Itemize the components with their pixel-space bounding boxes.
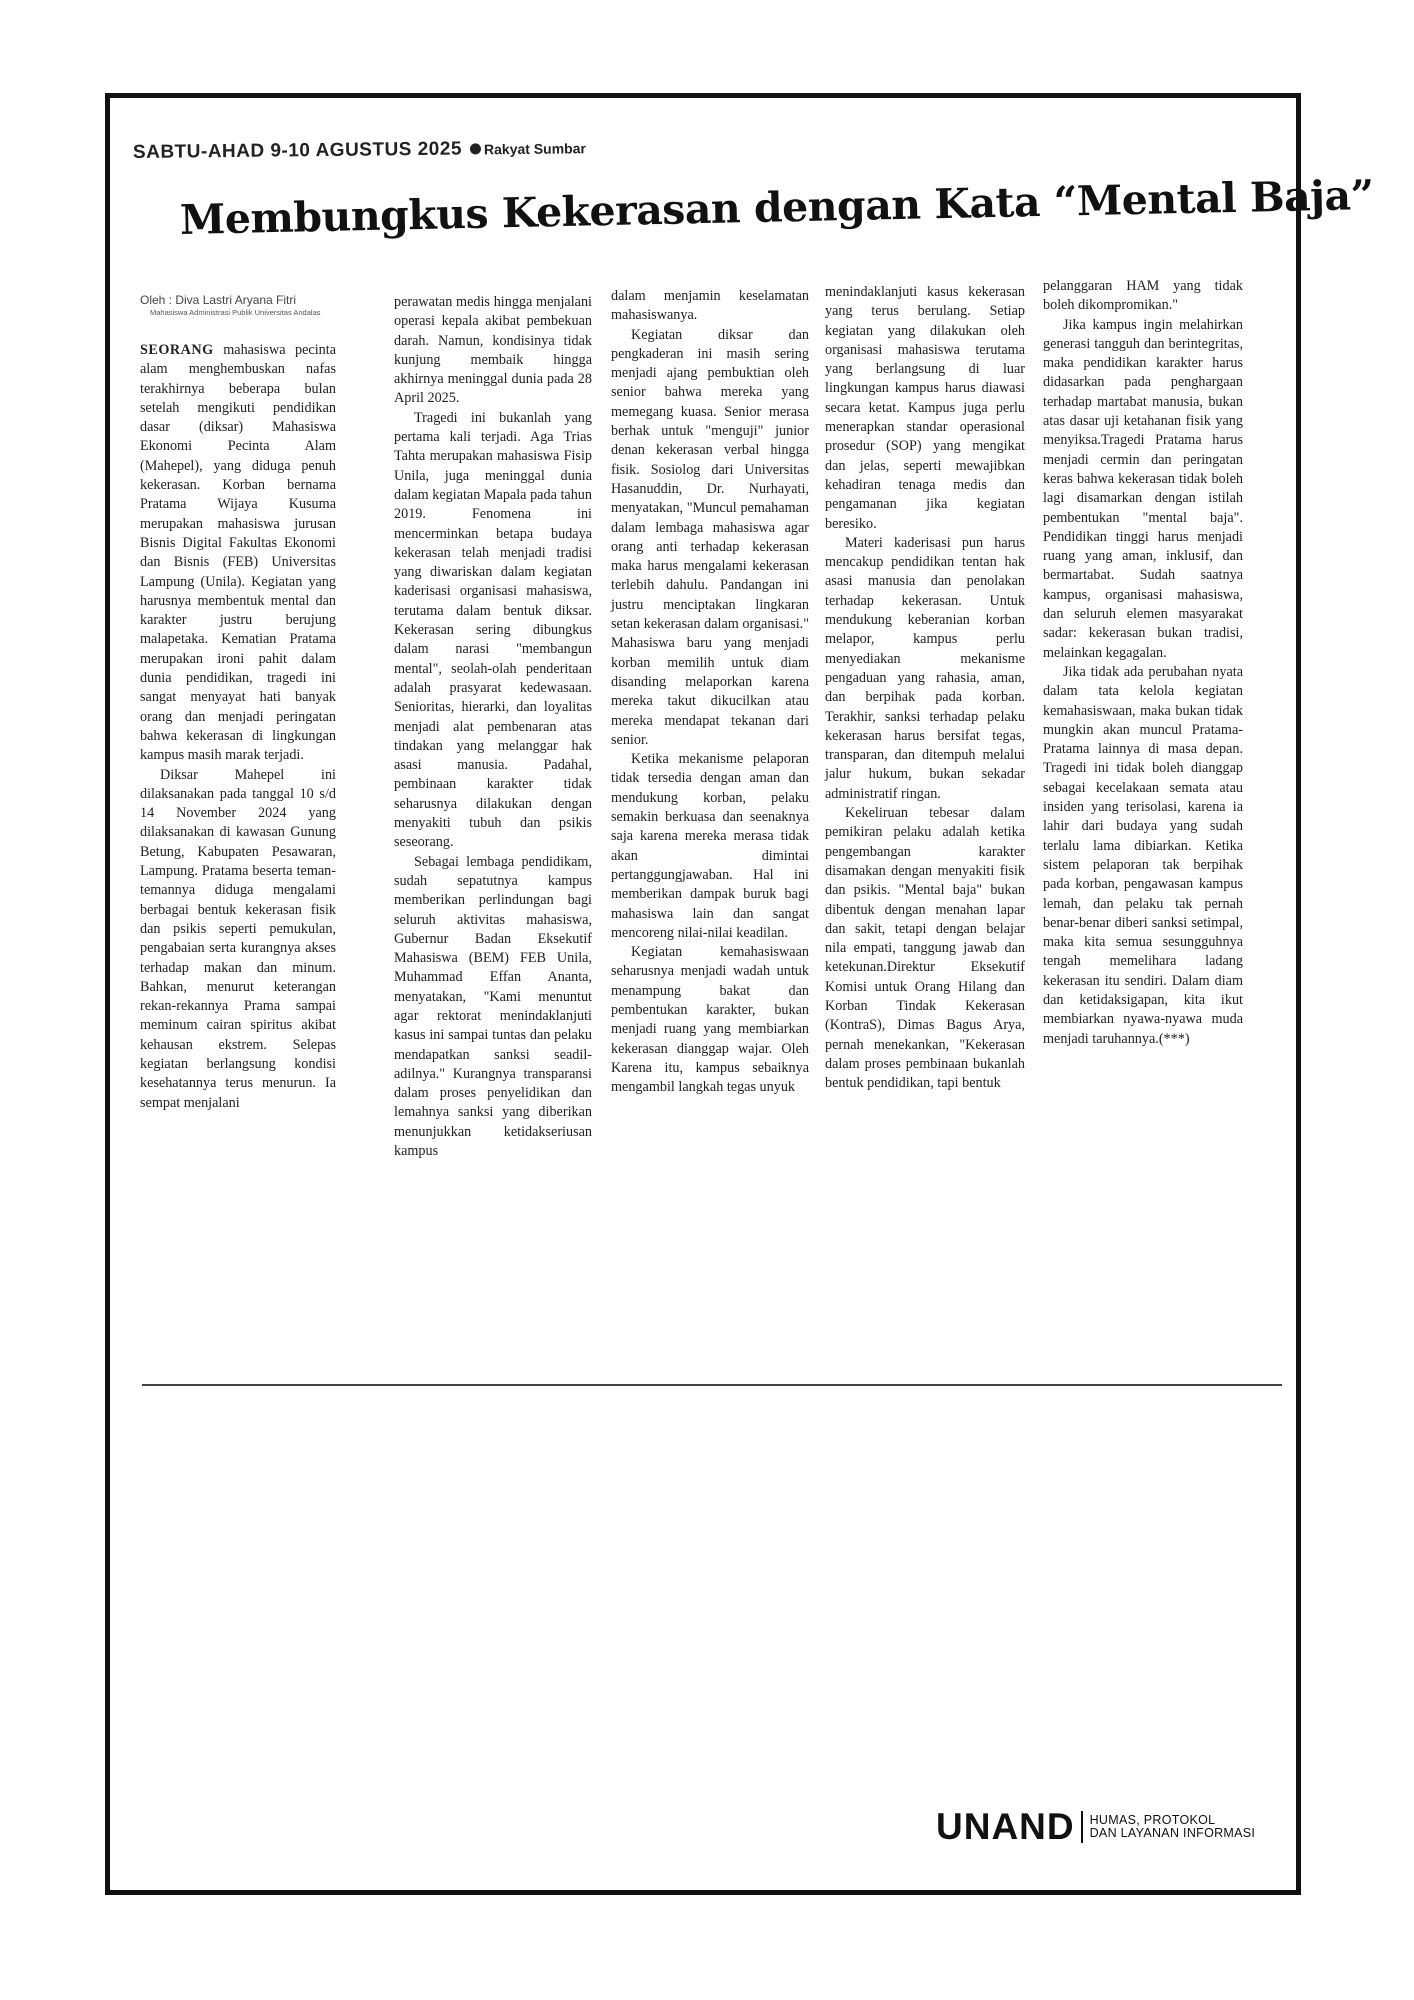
article-headline: Membungkus Kekerasan dengan Kata “Mental Baja” bbox=[179, 171, 1375, 244]
paragraph: dalam menjamin keselamatan mahasiswanya. bbox=[611, 288, 809, 324]
logo-subtitle-line-1: HUMAS, PROTOKOL bbox=[1089, 1813, 1216, 1827]
article-column-3 bbox=[611, 287, 809, 1097]
byline-author: Oleh : Diva Lastri Aryana Fitri bbox=[140, 293, 297, 307]
paragraph: Kekeliruan tebesar dalam pemikiran pelaku adalah ketika pengembangan karakter disamakan dengan menyakiti fisik dan psikis. "Mental baja" bukan dibentuk dengan menahan lapar dan sakit, tetapi dengan belajar nila empati, tanggung jawab dan ketekunan.Direktur Eksekutif Komisi untuk Orang Hilang dan Korban Tindak Kekerasan (KontraS), Dimas Bagus Arya, pernah menekankan, "Kekerasan dalam proses pembinaan bukanlah bentuk pendidikan, tapi bentuk bbox=[825, 805, 1025, 1092]
paragraph: Sebagai lembaga pendidikam, sudah sepatutnya kampus memberikan perlindungan bagi seluruh aktivitas mahasiswa, Gubernur Badan Eksekutif Mahasiswa (BEM) FEB Unila, Muhammad Effan Ananta, menyatakan, "Kami menuntut agar rektorat menindaklanjuti kasus ini sampai tuntas dan pelaku mendapatkan sanksi seadil-adilnya." Kurangnya transparansi dalam proses penyelidikan dan lemahnya sanksi yang diberikan menunjukkan ketidakseriusan kampus bbox=[394, 853, 592, 1160]
byline bbox=[140, 293, 336, 317]
paragraph: Kegiatan kemahasiswaan seharusnya menjadi wadah untuk menampung bakat dan pembentukan karakter, bukan menjadi ruang yang membiarkan kekerasan dianggap wajar. Oleh Karena itu, kampus sebaiknya mengambil langkah tegas unyuk bbox=[611, 944, 809, 1096]
paragraph: menindaklanjuti kasus kekerasan yang terus berulang. Setiap kegiatan yang dilakukan oleh organisasi mahasiswa terutama yang berlangsung di luar lingkungan kampus harus diawasi secara ketat. Kampus juga perlu menerapkan standar operasional prosedur (SOP) yang mengikat dan jelas, seperti mewajibkan kehadiran tenaga medis dan pengamanan jika kegiatan beresiko. bbox=[825, 284, 1025, 532]
paragraph: Kegiatan diksar dan pengkaderan ini masih sering menjadi ajang pembuktian oleh senior bahwa mereka yang memegang kuasa. Senior merasa berhak untuk "menguji" junior denan kekerasan verbal hingga fisik. Sosiolog dari Universitas Hasanuddin, Dr. Nurhayati, menyatakan, "Muncul pemahaman dalam lembaga mahasiswa agar orang anti terhadap kekerasan maka harus mengalami kekerasan terlebih dahulu. Pandangan ini justru menciptakan lingkaran setan kekerasan dalam organisasi." Mahasiswa baru yang menjadi korban memilih untuk diam disanding melaporkan karena mereka takut dikucilkan atau mereka mendapat tekanan dari senior. bbox=[611, 326, 809, 748]
paragraph: Jika tidak ada perubahan nyata dalam tata kelola kegiatan kemahasiswaan, maka bukan tidak mungkin akan muncul Pratama-Pratama lainnya di masa depan. Tragedi ini tidak boleh dianggap sebagai kecelakaan semata atau insiden yang terisolasi, karena ia lahir dari budaya yang sudah terlalu lama dibiarkan. Ketika sistem pelaporan tak berpihak pada korban, pengawasan kampus lemah, dan pelaku tak pernah benar-benar diberi sanksi setimpal, maka kita semua sesungguhnya tengah memelihara ladang kekerasan itu sendiri. Dalam diam dan ketidaksigapan, kita ikut membiarkan nyawa-nyawa muda menjadi taruhannya.(***) bbox=[1043, 663, 1243, 1047]
paragraph-text: mahasiswa pecinta alam menghembuskan nafas terakhirnya beberapa bulan setelah mengikuti pendidikan dasar (diksar) Mahasiswa Ekonomi Pecinta Alam (Mahepel), yang diduga penuh kekerasan. Korban bernama Pratama Wijaya Kusuma merupakan mahasiswa jurusan Bisnis Digital Fakultas Ekonomi dan Bisnis (FEB) Universitas Lampung (Unila). Kegiatan yang harusnya membentuk mental dan karakter justru berujung malapetaka. Kematian Pratama merupakan ironi pahit dalam dunia pendidikan, tragedi ini sangat menyayat hati banyak orang dan menjadi peringatan bahwa kekerasan di lingkungan kampus masih marak terjadi. bbox=[140, 342, 337, 764]
paragraph: Diksar Mahepel ini dilaksanakan pada tanggal 10 s/d 14 November 2024 yang dilaksanakan di kawasan Gunung Betung, Kabupaten Pesawaran, Lampung. Pratama beserta teman-temannya diduga mengalami berbagai bentuk kekerasan fisik dan psikis seperti pemukulan, pengabaian serta kurangnya akses terhadap makan dan minum. Bahkan, menurut keterangan rekan-rekannya Prama sampai meminum cairan spiritus akibat kehausan ekstrem. Selepas kegiatan berlangsung kondisi kesehatannya terus menurun. Ia sempat menjalani bbox=[140, 766, 336, 1111]
paragraph: perawatan medis hingga menjalani operasi kepala akibat pembekuan darah. Namun, kondisinya tidak kunjung membaik hingga akhirnya meninggal dunia pada 28 April 2025. bbox=[394, 294, 592, 407]
paragraph: Ketika mekanisme pelaporan tidak tersedia dengan aman dan mendukung korban, pelaku semakin berkuasa dan seenaknya saja karena mereka merasa tidak akan dimintai pertanggungjawaban. Hal ini memberikan dampak buruk bagi mahasiswa lain dan sangat mencoreng nilai-nilai keadilan. bbox=[611, 751, 809, 941]
article-column-4 bbox=[825, 283, 1025, 1093]
logo-wordmark: UNAND bbox=[936, 1806, 1075, 1847]
paragraph bbox=[140, 341, 336, 766]
byline-affiliation: Mahasiswa Administrasi Publik Universitas Andalas bbox=[150, 308, 321, 317]
clipping-bottom-rule bbox=[142, 1384, 1282, 1386]
logo-divider bbox=[1081, 1811, 1083, 1843]
logo-subtitle-line-2: DAN LAYANAN INFORMASI bbox=[1089, 1826, 1256, 1840]
lead-word: SEORANG bbox=[140, 342, 214, 358]
article-column-2 bbox=[394, 293, 592, 1161]
unand-logo bbox=[936, 1806, 1255, 1848]
paragraph: Jika kampus ingin melahirkan generasi tangguh dan berintegritas, maka pendidikan karakter harus didasarkan pada penghargaan terhadap martabat manusia, bukan atas dasar uji ketahanan fisik yang menyiksa.Tragedi Pratama harus menjadi cermin dan peringatan keras bahwa kekerasan tidak boleh lagi disamarkan dengan istilah pembentukan "mental baja". Pendidikan tinggi harus menjadi ruang yang aman, inklusif, dan bermartabat. Sudah saatnya kampus, organisasi mahasiswa, dan seluruh elemen masyarakat sadar: kekerasan bukan tradisi, melainkan kegagalan. bbox=[1043, 316, 1243, 661]
newspaper-name: Rakyat Sumbar bbox=[483, 140, 586, 158]
article-column-5 bbox=[1043, 277, 1243, 1049]
logo-subtitle bbox=[1090, 1814, 1256, 1840]
paragraph: pelanggaran HAM yang tidak boleh dikompromikan." bbox=[1043, 278, 1243, 314]
article-column-1 bbox=[140, 293, 336, 1113]
article-body bbox=[140, 278, 1292, 1393]
paragraph: Tragedi ini bukanlah yang pertama kali terjadi. Aga Trias Tahta merupakan mahasiswa Fisip Unila, juga meninggal dunia dalam kegiatan Mapala pada tahun 2019. Fenomena ini mencerminkan betapa budaya kekerasan telah menjadi tradisi yang diwariskan dalam kegiatan kaderisasi organisasi mahasiswa, terutama dalam bentuk diksar. Kekerasan sering dibungkus dalam narasi "membangun mental", seolah-olah penderitaan adalah prasyarat kedewasaan. Senioritas, hierarki, dan loyalitas menjadi alat pembenaran atas tindakan yang melanggar hak asasi manusia. Padahal, pembinaan karakter tidak seharusnya dilakukan dengan menyakiti tubuh dan psikis seseorang. bbox=[394, 409, 592, 851]
issue-date: SABTU-AHAD 9-10 AGUSTUS 2025 bbox=[132, 138, 463, 163]
paragraph: Materi kaderisasi pun harus mencakup pendidikan tentan hak asasi manusia dan penolakan terhadap kekerasan. Untuk mendukung keberanian korban melapor, kampus perlu menyediakan mekanisme pengaduan yang rahasia, aman, dan berpihak pada korban. Terakhir, sanksi terhadap pelaku kekerasan harus bersifat tegas, transparan, dan ditempuh melalui jalur hukum, bukan sekadar administratif ringan. bbox=[825, 534, 1025, 802]
bullet-icon bbox=[470, 144, 481, 155]
